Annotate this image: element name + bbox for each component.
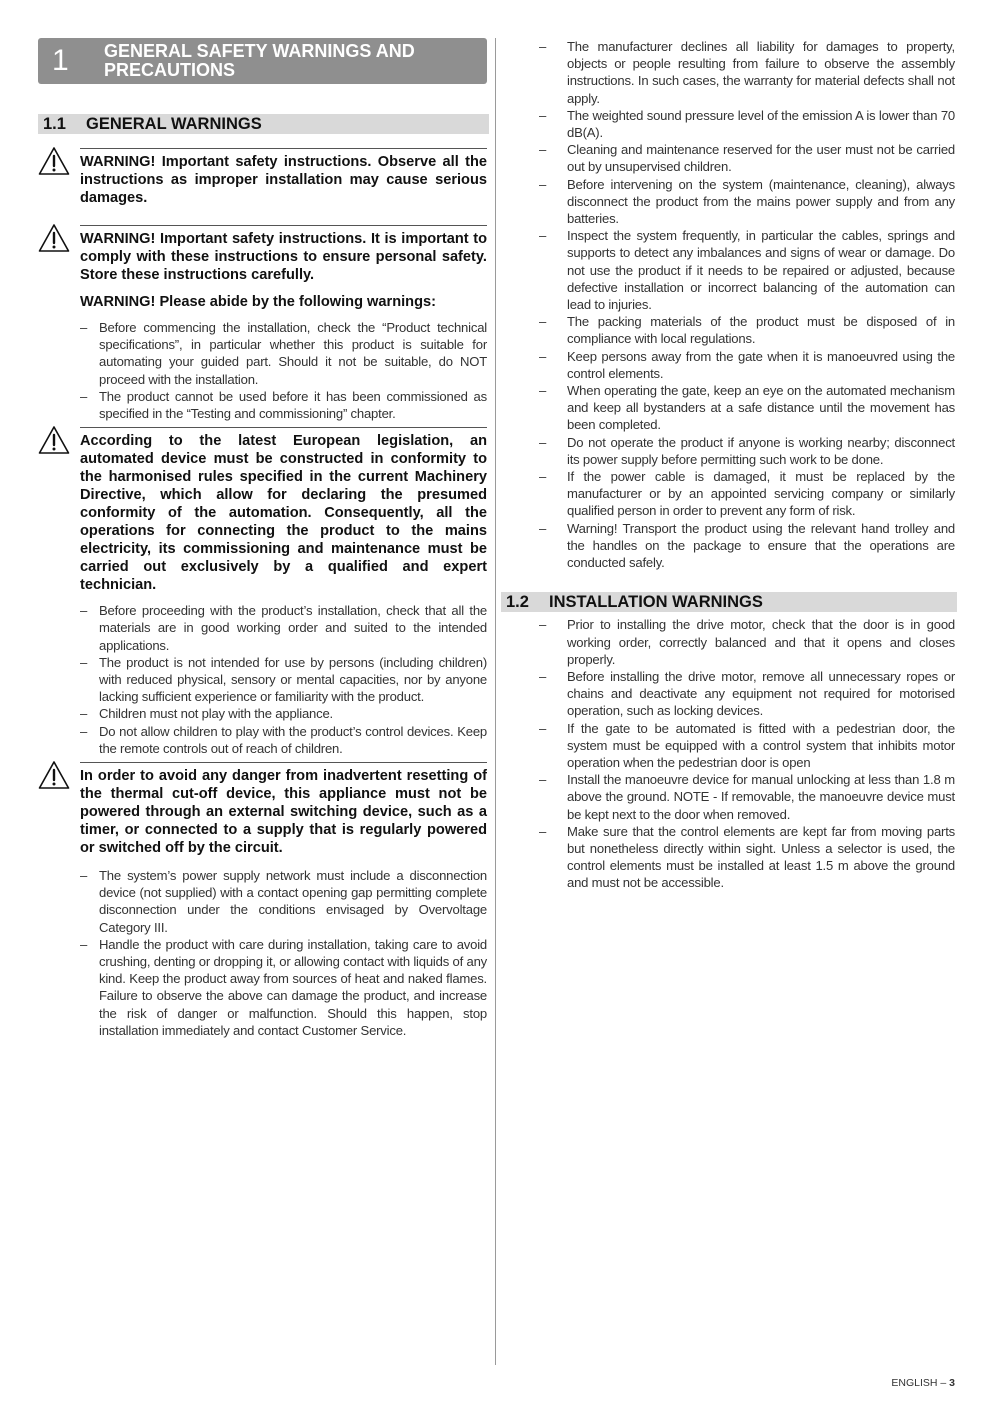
warning-block-3 [38,427,487,594]
list-item: – Before installing the drive motor, remove all unnecessary ropes or chains and deactivate any equipment not required for motorised operation, such as locking devices. [539,668,955,720]
warnings-list-1 [80,319,487,422]
list-item: – Handle the product with care during installation, taking care to avoid crushing, denting or dropping it, or allowing contact with liquids of any kind. Keep the product away from sources of heat and naked flames. Failure to observe the above can damage the product, and increase the risk of danger or malfunction. Should this happen, stop installation immediately and contact Customer Service. [80,936,487,1039]
list-item: – The product cannot be used before it has been commissioned as specified in the “Testing and commissioning” chapter. [80,388,487,422]
warning-triangle-icon [38,223,70,253]
list-item: – The manufacturer declines all liability for damages to property, objects or people resulting from failure to observe the assembly instructions. In such cases, the warranty for material defects shall not apply. [539,38,955,107]
list-item: – Do not allow children to play with the product’s control devices. Keep the remote controls out of reach of children. [80,723,487,757]
list-item: – Children must not play with the appliance. [80,705,487,722]
page-number: 3 [949,1377,955,1389]
section-header-installation-warnings [501,592,957,612]
list-item: – If the gate to be automated is fitted with a pedestrian door, the system must be equipped with a control system that inhibits motor operation when the pedestrian door is open [539,720,955,772]
list-item: – Before commencing the installation, check the “Product technical specifications”, in particular whether this product is suitable for automating your guided part. Should it not be suitable, do NOT proceed with the installation. [80,319,487,388]
list-item: – Do not operate the product if anyone is working nearby; disconnect its power supply before permitting such work to be done. [539,434,955,468]
warning-triangle-icon [38,425,70,455]
chapter-number: 1 [52,44,69,77]
section-number: 1.1 [43,115,66,133]
list-item: – When operating the gate, keep an eye on the automated mechanism and keep all bystanders at a safe distance until the movement has been completed. [539,382,955,434]
warning-triangle-icon [38,760,70,790]
section-title: INSTALLATION WARNINGS [549,593,763,612]
warning-text: According to the latest European legislation, an automated device must be constructed in conformity to the harmonised rules specified in the current Machinery Directive, which allow for declaring the presumed conformity of the automation. Consequently, all the operations for connecting the product to the mains electricity, its commissioning and maintenance must be carried out exclusively by a qualified and expert technician. [80,433,487,594]
chapter-header [38,38,487,84]
section-header-general-warnings [38,114,489,134]
list-item: – Before proceeding with the product’s installation, check that all the materials are in good working order and suited to the intended applications. [80,602,487,654]
list-item: – Make sure that the control elements are kept far from moving parts but nonetheless directly within sight. Unless a selector is used, the control elements must be installed at least 1.5 m above the ground and must not be accessible. [539,823,955,892]
installation-warnings-list [539,616,955,891]
warning-text: WARNING! Important safety instructions. Observe all the instructions as improper installation may cause serious damages. [80,154,487,206]
warning-text: WARNING! Important safety instructions. It is important to comply with these instructions to ensure personal safety. Store these instructions carefully. [80,231,487,283]
warning-text: In order to avoid any danger from inadvertent resetting of the thermal cut-off device, this appliance must not be powered through an external switching device, such as a timer, or connected to a supply that is regularly powered or switched off by the circuit. [80,768,487,857]
warning-block-2 [38,225,487,311]
list-item: – Install the manoeuvre device for manual unlocking at less than 1.8 m above the ground. NOTE - If removable, the manoeuvre device must be kept next to the door when removed. [539,771,955,823]
list-item: – Keep persons away from the gate when it is manoeuvred using the control elements. [539,348,955,382]
list-item: – Cleaning and maintenance reserved for the user must not be carried out by unsupervised children. [539,141,955,175]
list-item: – The system’s power supply network must include a disconnection device (not supplied) with a contact opening gap permitting complete disconnection under the conditions envisaged by Overvoltage Category III. [80,867,487,936]
warnings-list-2 [80,602,487,757]
list-item: – Before intervening on the system (maintenance, cleaning), always disconnect the product from the mains power supply and from any batteries. [539,176,955,228]
list-item: – The weighted sound pressure level of the emission A is lower than 70 dB(A). [539,107,955,141]
chapter-title: GENERAL SAFETY WARNINGS AND PRECAUTIONS [104,41,415,80]
right-column [506,38,955,892]
list-item: – Inspect the system frequently, in particular the cables, springs and supports to detect any imbalances and signs of wear or damage. Do not use the product if it needs to be repaired or adjusted, because defective installation or incorrect balancing of the automation can lead to injuries. [539,227,955,313]
column-divider [495,38,496,1365]
warning-triangle-icon [38,146,70,176]
list-item: – Warning! Transport the product using the relevant hand trolley and the handles on the package to ensure that the operations are conducted safely. [539,520,955,572]
footer-language: ENGLISH – [891,1377,950,1389]
warning-block-1 [38,148,487,207]
warning-block-4 [38,762,487,857]
list-item: – Prior to installing the drive motor, check that the door is in good working order, correctly balanced and that it opens and closes properly. [539,616,955,668]
left-column [38,38,487,1039]
warnings-list-3 [80,867,487,1039]
list-item: – The packing materials of the product must be disposed of in compliance with local regulations. [539,313,955,347]
list-item: – The product is not intended for use by persons (including children) with reduced physical, sensory or mental capacities, nor by anyone lacking sufficient experience or familiarity with the product. [80,654,487,706]
warnings-list-4 [539,38,955,571]
list-item: – If the power cable is damaged, it must be replaced by the manufacturer or by an appointed servicing company or similarly qualified person in order to prevent any form of risk. [539,468,955,520]
section-title: GENERAL WARNINGS [86,115,262,133]
section-number: 1.2 [506,593,529,612]
page-footer [891,1377,955,1389]
warning-subheading: WARNING! Please abide by the following warnings: [80,294,436,310]
